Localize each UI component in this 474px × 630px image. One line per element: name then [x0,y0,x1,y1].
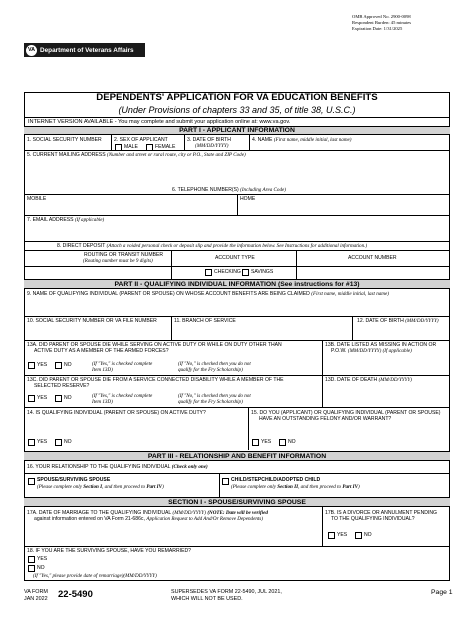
expiration-date: Expiration Date: 1/31/2025 [352,25,403,31]
qualifying-dob-label: 12. DATE OF BIRTH (MM/DD/YYYY) [357,318,439,324]
q14-yes-label: YES [37,439,48,445]
q13a-yes-note: (If "Yes," is checked complete Item 13D) [92,361,153,374]
checking-label: CHECKING [214,269,241,275]
q13a-no-checkbox[interactable] [55,362,62,369]
branch-label: 11. BRANCH OF SERVICE [174,318,236,324]
supersedes-note: SUPERSEDES VA FORM 22-5490, JUL 2021, WHICH WILL NOT BE USED. [171,589,282,602]
form-frame [24,92,450,581]
q17b-no-checkbox[interactable] [355,532,362,539]
q13d-label: 13D. DATE OF DEATH (MM/DD/YYYY) [325,377,412,383]
savings-label: SAVINGS [251,269,274,275]
female-label: FEMALE [155,144,176,150]
account-type-label: ACCOUNT TYPE [215,255,255,261]
q17a-line2: against information entered on VA Form 21-686c, Application Request to Add And/Or Remove Dependents) [34,516,263,522]
form-title: DEPENDENTS' APPLICATION FOR VA EDUCATION BENEFITS [96,92,378,103]
q17b-yes-checkbox[interactable] [328,532,335,539]
checking-checkbox[interactable] [205,269,212,276]
q18-note: (If "Yes," please provide date of remarriage)(MM/DD/YYYY) [33,573,157,579]
q18-no-checkbox[interactable] [28,565,35,572]
qualifying-ssn-label: 10. SOCIAL SECURITY NUMBER OR VA FILE NUMBER [27,318,157,324]
savings-checkbox[interactable] [242,269,249,276]
q18-yes-checkbox[interactable] [28,556,35,563]
q13a-line2: ACTIVE DUTY AS A MEMBER OF THE ARMED FORCES? [34,348,169,354]
respondent-burden: Respondent Burden: 45 minutes [352,19,412,25]
q14-label: 14. IS QUALIFYING INDIVIDUAL (PARENT OR SPOUSE) ON ACTIVE DUTY? [27,410,206,416]
q13b-line2: P.O.W. (MM/DD/YYYY) (If applicable) [331,348,412,354]
email-label: 7. EMAIL ADDRESS (If applicable) [27,217,105,223]
telephone-label: 6. TELEPHONE NUMBER(S) (Including Area Code) [172,187,286,193]
child-label: CHILD/STEPCHILD/ADOPTED CHILD [231,477,321,483]
q15-line1: 15. DO YOU (APPLICANT) OR QUALIFYING INDIVIDUAL (PARENT OR SPOUSE) [251,410,441,416]
male-label: MALE [124,144,138,150]
q15-no-label: NO [288,439,296,445]
routing-label: ROUTING OR TRANSIT NUMBER [84,252,164,258]
q13c-no-label: NO [64,395,72,401]
q13a-no-note: (If "No," is checked then you do not qualify for the Fry Scholarship) [178,361,251,374]
q17b-line1: 17B. IS A DIVORCE OR ANNULMENT PENDING [325,510,437,516]
q14-no-label: NO [64,439,72,445]
sex-label: 2. SEX OF APPLICANT [114,137,168,143]
q13c-no-checkbox[interactable] [55,395,62,402]
mailing-address-label: 5. CURRENT MAILING ADDRESS (Number and street or rural route, city or P.O., State and ZIP Code) [27,152,246,158]
q15-yes-label: YES [261,439,272,445]
ssn-label: 1. SOCIAL SECURITY NUMBER [27,137,102,143]
q18-yes-label: YES [37,556,48,562]
name-label: 4. NAME (First name, middle initial, last name) [252,137,352,143]
section1-heading: SECTION I - SPOUSE/SURVIVING SPOUSE [24,497,450,507]
q16-label: 16. YOUR RELATIONSHIP TO THE QUALIFYING INDIVIDUAL (Check only one) [27,464,208,470]
q13a-yes-checkbox[interactable] [28,362,35,369]
q13b-line1: 13B. DATE LISTED AS MISSING IN ACTION OR [325,342,437,348]
spouse-label: SPOUSE/SURVIVING SPOUSE [37,477,111,483]
child-checkbox[interactable] [222,478,229,485]
footer-va-form: VA FORM [24,589,48,595]
q17b-line2: TO THE QUALIFYING INDIVIDUAL? [331,516,415,522]
q14-no-checkbox[interactable] [55,439,62,446]
page-number: Page 1 [431,589,453,596]
q13c-yes-checkbox[interactable] [28,395,35,402]
q13c-yes-label: YES [37,395,48,401]
account-number-label: ACCOUNT NUMBER [348,255,397,261]
va-logo [24,43,145,57]
spouse-hint: (Please complete only Section I, and then proceed to Part IV) [37,484,164,490]
footer-form-info [24,589,48,602]
q13c-no-note: (If "No," is checked then you do not qualify for the Fry Scholarship) [178,393,251,406]
internet-note: INTERNET VERSION AVAILABLE - You may complete and submit your application online at: www.va.gov. [28,119,291,125]
q15-yes-checkbox[interactable] [252,439,259,446]
form-subtitle: (Under Provisions of chapters 33 and 35, of title 38, U.S.C.) [118,105,356,115]
dob-label: 3. DATE OF BIRTH [187,137,231,143]
q15-line2: HAVE AN OUTSTANDING FELONY AND/OR WARRANT? [259,416,392,422]
q15-no-checkbox[interactable] [279,439,286,446]
mobile-label: MOBILE [27,196,47,202]
q18-no-label: NO [37,565,45,571]
dob-format: (MM/DD/YYYY) [195,143,229,149]
q13a-no-label: NO [64,362,72,368]
part3-heading: PART III - RELATIONSHIP AND BENEFIT INFORMATION [24,451,450,461]
q17b-yes-label: YES [337,532,348,538]
q18-label: 18. IF YOU ARE THE SURVIVING SPOUSE, HAVE YOU REMARRIED? [27,548,191,554]
va-seal-icon: VA [26,45,37,56]
part2-heading: PART II - QUALIFYING INDIVIDUAL INFORMATION (See instructions for #13) [24,279,450,289]
q13c-line2: SELECTED RESERVE? [34,383,90,389]
q13c-yes-note: (If "Yes," is checked complete Item 13D) [92,393,153,406]
omb-info [352,14,411,31]
footer-date: JAN 2022 [24,595,48,602]
q13c-line1: 13C. DID PARENT OR SPOUSE DIE FROM A SERVICE CONNECTED DISABILITY WHILE A MEMBER OF THE [27,377,284,383]
q17b-no-label: NO [364,532,372,538]
q17a-line1: 17A. DATE OF MARRIAGE TO THE QUALIFYING INDIVIDUAL (MM/DD/YYYY) (NOTE: Date will be verified [27,510,268,516]
agency-name: Department of Veterans Affairs [40,46,134,54]
part1-heading: PART I - APPLICANT INFORMATION [24,126,450,135]
direct-deposit-label: 8. DIRECT DEPOSIT (Attach a voided personal check or deposit slip and provide the information below. See Instructions for additional information.) [57,243,368,249]
routing-hint: (Routing number must be 9 digits) [83,258,153,264]
omb-number: OMB Approved No. 2900-0098 [352,14,411,19]
spouse-checkbox[interactable] [28,478,35,485]
qualifying-name-label: 9. NAME OF QUALIFYING INDIVIDUAL (PARENT OR SPOUSE) ON WHOSE ACCOUNT BENEFITS ARE BEING CLAIMED (First name, middle initial, last name) [27,291,389,297]
child-hint: (Please complete only Section II, and then proceed to Part IV) [231,484,360,490]
q14-yes-checkbox[interactable] [28,439,35,446]
q13a-yes-label: YES [37,362,48,368]
form-number: 22-5490 [58,589,93,600]
q13a-line1: 13A. DID PARENT OR SPOUSE DIE WHILE SERVING ON ACTIVE DUTY OR WHILE ON DUTY OTHER THAN [27,342,282,348]
home-label: HOME [240,196,256,202]
